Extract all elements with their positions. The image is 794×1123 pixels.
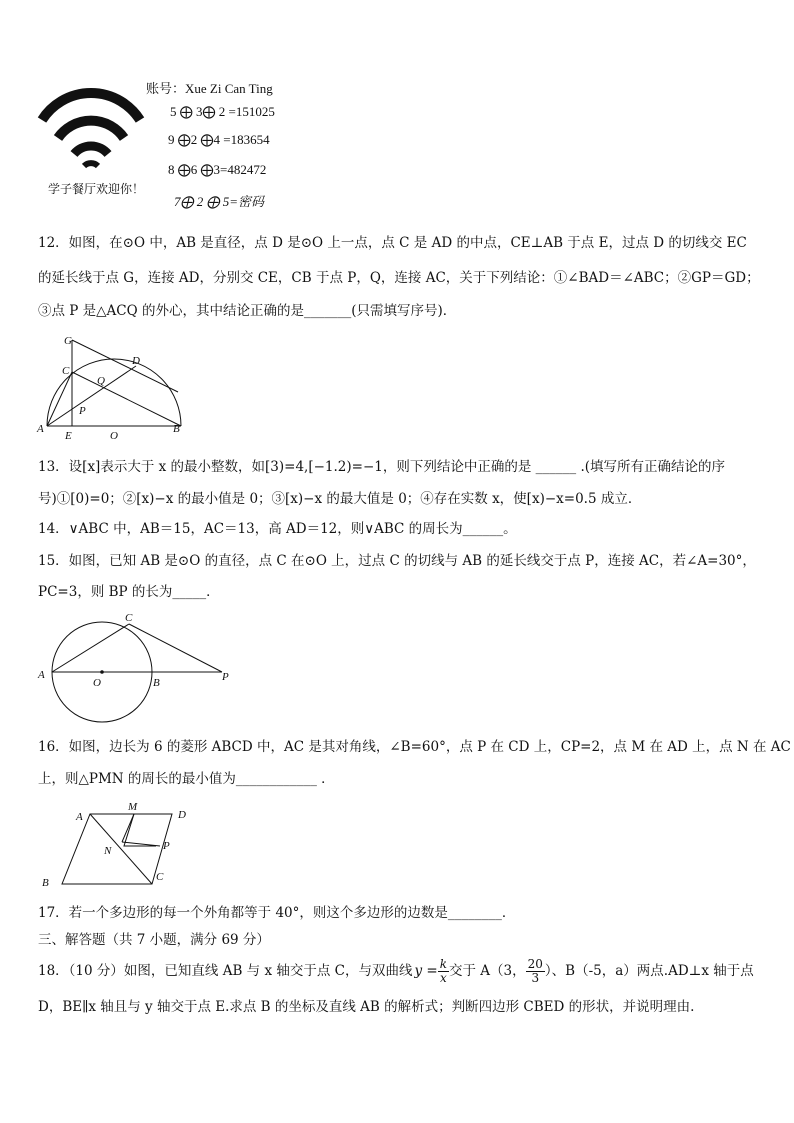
q18-part-1: 18．（10 分）如图，已知直线 AB 与 x 轴交于点 C，与双曲线: [38, 963, 413, 979]
q18-fraction-20-3: [526, 958, 545, 985]
q12-label-p: P: [79, 405, 86, 417]
q12-label-q: Q: [97, 375, 105, 387]
q18-fraction-kx-den: x: [439, 970, 447, 985]
q16-line-1: 16．如图，边长为 6 的菱形 ABCD 中，AC 是其对角线，∠B=60°，点 P 在 CD 上，CP=2，点 M 在 AD 上，点 N 在 AC: [38, 739, 791, 755]
q18-fraction-num: 20: [527, 956, 543, 971]
q18-fraction-kx: [438, 958, 449, 985]
q12-label-e: E: [65, 430, 72, 442]
q12-figure: [34, 332, 184, 442]
welcome-text: 学子餐厅欢迎你！: [48, 182, 145, 196]
q12-label-c: C: [62, 365, 70, 377]
q15-figure: [34, 608, 244, 724]
q12-label-a: A: [37, 423, 44, 435]
q15-label-a: A: [38, 669, 45, 681]
code-line-4: 7⨁ 2 ⨁ 5=密码: [174, 194, 265, 209]
code-line-2: 9 ⨁2 ⨁4 =183654: [168, 132, 270, 147]
q16-label-d: D: [178, 809, 186, 821]
q18-fraction-kx-num: k: [439, 956, 447, 971]
q16-line-2: 上，则△PMN 的周长的最小值为____________ ．: [38, 771, 335, 787]
q15-label-p: P: [222, 671, 229, 683]
q12-line-1: 12．如图，在⊙O 中，AB 是直径，点 D 是⊙O 上一点，点 C 是 AD 的中点，CE⊥AB 于点 E，过点 D 的切线交 EC: [38, 235, 747, 251]
q12-label-g: G: [64, 335, 72, 347]
q16-label-m: M: [128, 801, 138, 813]
q18-line-1: [38, 955, 754, 987]
q15-label-o: O: [93, 677, 101, 689]
section-title: 三、解答题（共 7 小题，满分 69 分）: [38, 932, 270, 948]
code-line-1: 5 ⨁ 3⨁ 2 =151025: [170, 104, 275, 119]
q12-line-3: ③点 P 是△ACQ 的外心，其中结论正确的是_______(只需填写序号)．: [38, 303, 457, 319]
q15-label-c: C: [125, 612, 133, 624]
q13-line-2: 号)①[0)=0；②[x)−x 的最小值是 0；③[x)−x 的最大值是 0；④存在实数 x，使[x)−x=0.5 成立．: [38, 491, 642, 507]
q14-line-1: 14．∨ABC 中，AB＝15，AC＝13，高 AD＝12，则∨ABC 的周长为______。: [38, 521, 517, 537]
q16-label-n: N: [104, 845, 112, 857]
code-line-3: 8 ⨁6 ⨁3=482472: [168, 162, 267, 177]
q18-formula-y: y =: [414, 963, 438, 979]
q16-figure: [34, 798, 194, 892]
q12-label-o: O: [110, 430, 118, 442]
q16-label-b: B: [42, 877, 49, 889]
q15-line-1: 15．如图，已知 AB 是⊙O 的直径，点 C 在⊙O 上，过点 C 的切线与 AB 的延长线交于点 P，连接 AC，若∠A=30°，: [38, 553, 756, 569]
q18-part-3: ）、B（-5，a）两点.AD⊥x 轴于点: [544, 963, 754, 979]
q12-label-b: B: [173, 423, 180, 435]
q18-line-2: D，BE∥x 轴且与 y 轴交于点 E.求点 B 的坐标及直线 AB 的解析式；判断四边形 CBED 的形状，并说明理由.: [38, 999, 695, 1015]
q18-fraction-den: 3: [531, 970, 540, 985]
q13-line-1: 13．设[x]表示大于 x 的最小整数，如[3)=4,[−1.2)=−1，则下列结论中正确的是 ______ .(填写所有正确结论的序: [38, 459, 726, 475]
wifi-logo-icon: [36, 86, 146, 176]
q18-part-2: 交于 A（3，: [448, 963, 526, 979]
q15-line-2: PC=3，则 BP 的长为_____．: [38, 584, 220, 600]
q16-label-p: P: [163, 840, 170, 852]
q12-line-2: 的延长线于点 G，连接 AD，分别交 CE，CB 于点 P，Q，连接 AC，关于下列结论：①∠BAD＝∠ABC；②GP＝GD；: [38, 270, 760, 286]
q15-label-b: B: [153, 677, 160, 689]
q17-line-1: 17．若一个多边形的每一个外角都等于 40°，则这个多边形的边数是________．: [38, 905, 516, 921]
q16-label-a: A: [76, 811, 83, 823]
account-label: 账号：Xue Zi Can Ting: [146, 81, 273, 96]
q12-label-d: D: [132, 355, 140, 367]
q16-label-c: C: [156, 871, 164, 883]
